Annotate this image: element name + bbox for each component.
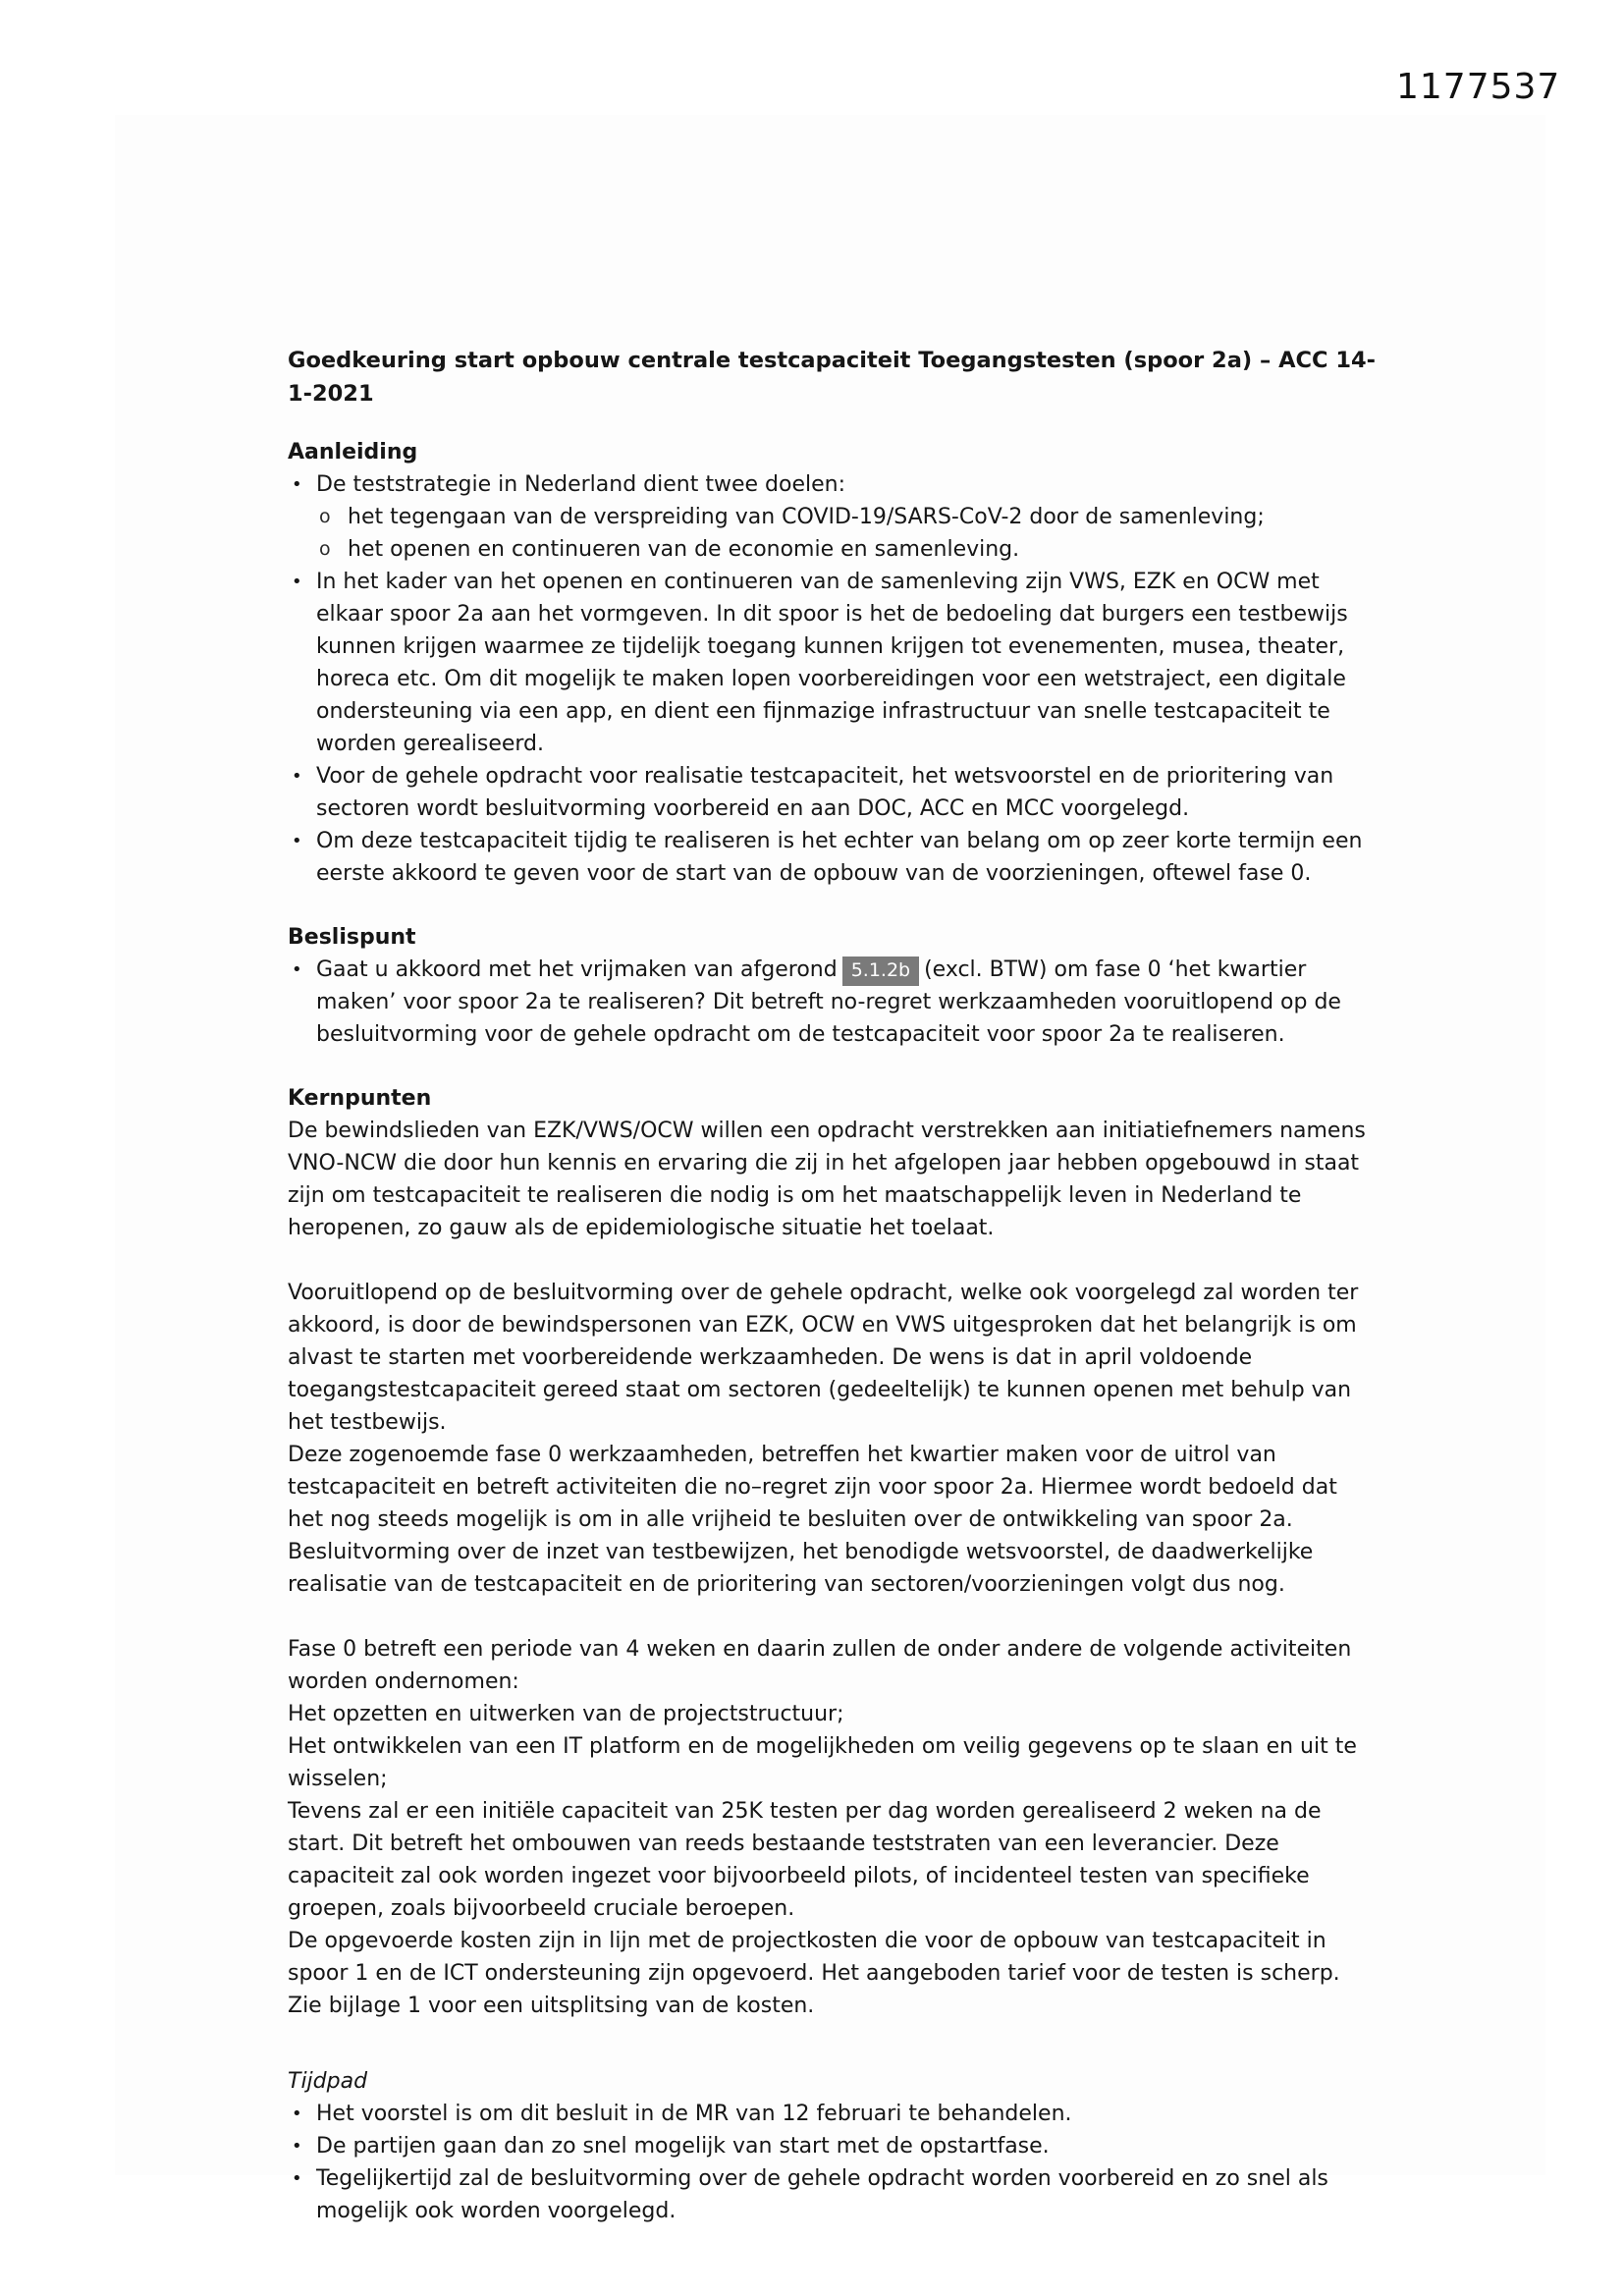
kernpunten-paragraph: Fase 0 betreft een periode van 4 weken en daarin zullen de onder andere de volgende activiteiten worden ondernomen: <box>288 1637 1352 1694</box>
bullet-item <box>288 2130 1376 2162</box>
kernpunten-paragraph: De bewindslieden van EZK/VWS/OCW willen een opdracht verstrekken aan initiatiefnemers namens VNO-NCW die door hun kennis en ervaring die zij in het afgelopen jaar hebben opgebouwd in staat zijn om testcapaciteit te realiseren die nodig is om het maatschappelijk leven in Nederland te heropenen, zo gauw als de epidemiologische situatie het toelaat. <box>288 1119 1366 1240</box>
bullet-item <box>288 954 1376 1051</box>
bullet-text: Het voorstel is om dit besluit in de MR van 12 februari te behandelen. <box>316 2102 1072 2126</box>
bullet-icon: • <box>292 2104 302 2124</box>
sub-bullet-text: het tegengaan van de verspreiding van COVID-19/SARS-CoV-2 door de samenleving; <box>348 505 1265 529</box>
section-heading-tijdpad: Tijdpad <box>288 2069 368 2094</box>
section-aanleiding <box>288 436 1376 890</box>
bullet-text: Voor de gehele opdracht voor realisatie testcapaciteit, het wetsvoorstel en de prioritering van sectoren wordt besluitvorming voorbereid en aan DOC, ACC en MCC voorgelegd. <box>316 764 1334 821</box>
bullet-text: Tegelijkertijd zal de besluitvorming over de gehele opdracht worden voorbereid en zo snel als mogelijk ook worden voorgelegd. <box>316 2166 1328 2223</box>
sub-bullet-list <box>288 501 1376 566</box>
bullet-text: In het kader van het openen en continueren van de samenleving zijn VWS, EZK en OCW met elkaar spoor 2a aan het vormgeven. In dit spoor is het de bedoeling dat burgers een testbewijs kunnen krijgen waarmee ze tijdelijk toegang kunnen krijgen tot evenementen, musea, theater, horeca etc. Om dit mogelijk te maken lopen voorbereidingen voor een wetstraject, een digitale ondersteuning via een app, en dient een fijnmazige infrastructuur van snelle testcapaciteit te worden gerealiseerd. <box>316 570 1348 756</box>
section-beslispunt <box>288 921 1376 1051</box>
kernpunten-paragraph: Vooruitlopend op de besluitvorming over de gehele opdracht, welke ook voorgelegd zal worden ter akkoord, is door de bewindspersonen van EZK, OCW en VWS uitgesproken dat het belangrijk is om alvast te starten met voorbereidende werkzaamheden. De wens is dat in april voldoende toegangstestcapaciteit gereed staat om sectoren (gedeeltelijk) te kunnen openen met behulp van het testbewijs. <box>288 1281 1359 1435</box>
section-heading-kernpunten: Kernpunten <box>288 1086 432 1111</box>
bullet-item <box>288 566 1376 760</box>
kernpunten-paragraph: Het opzetten en uitwerken van de projectstructuur; <box>288 1702 844 1726</box>
kernpunten-paragraph: De opgevoerde kosten zijn in lijn met de projectkosten die voor de opbouw van testcapaciteit in spoor 1 en de ICT ondersteuning zijn opgevoerd. Het aangeboden tarief voor de testen is scherp. <box>288 1929 1340 1986</box>
beslispunt-bullet-list <box>288 954 1376 1051</box>
tijdpad-bullet-list <box>288 2098 1376 2227</box>
bullet-item <box>288 760 1376 825</box>
section-heading-aanleiding: Aanleiding <box>288 440 418 465</box>
sub-bullet-item <box>317 501 1376 533</box>
kernpunten-paragraph: Tevens zal er een initiële capaciteit van 25K testen per dag worden gerealiseerd 2 weken na de start. Dit betreft het ombouwen van reeds bestaande teststraten van een leverancier. Deze capaciteit zal ook worden ingezet voor bijvoorbeeld pilots, of incidenteel testen van specifieke groepen, zoals bijvoorbeeld cruciale beroepen. <box>288 1799 1322 1921</box>
document-content <box>288 344 1376 2227</box>
circle-bullet-icon: o <box>319 538 331 560</box>
bullet-icon: • <box>292 474 302 495</box>
section-tijdpad <box>288 2065 1376 2227</box>
sub-bullet-text: het openen en continueren van de economie en samenleving. <box>348 537 1020 562</box>
kernpunten-paragraph: Zie bijlage 1 voor een uitsplitsing van de kosten. <box>288 1994 815 2018</box>
bullet-text-with-redaction <box>316 954 1376 1051</box>
bullet-item <box>288 2162 1376 2227</box>
kernpunten-paragraph: Het ontwikkelen van een IT platform en de mogelijkheden om veilig gegevens op te slaan en uit te wisselen; <box>288 1734 1357 1791</box>
bullet-icon: • <box>292 766 302 787</box>
bullet-item <box>288 825 1376 890</box>
bullet-item <box>288 2098 1376 2130</box>
aanleiding-bullet-list <box>288 468 1376 890</box>
beslispunt-text-before: Gaat u akkoord met het vrijmaken van afgerond <box>316 957 838 982</box>
document-id-number: 1177537 <box>1396 67 1561 107</box>
section-kernpunten <box>288 1082 1376 2022</box>
beslispunt-text-after: (excl. BTW) om fase 0 ‘het kwartier maken’ voor spoor 2a te realiseren? Dit betreft no-regret werkzaamheden vooruitlopend op de besluitvorming voor de gehele opdracht om de testcapaciteit voor spoor 2a te realiseren. <box>316 957 1341 1047</box>
bullet-icon: • <box>292 2136 302 2157</box>
document-title: Goedkeuring start opbouw centrale testcapaciteit Toegangstesten (spoor 2a) – ACC 14-1-2021 <box>288 348 1377 407</box>
redaction-box: 5.1.2b <box>842 957 919 986</box>
bullet-icon: • <box>292 2168 302 2189</box>
sub-bullet-item <box>317 533 1376 566</box>
bullet-item <box>288 468 1376 501</box>
circle-bullet-icon: o <box>319 506 331 527</box>
bullet-icon: • <box>292 572 302 592</box>
bullet-icon: • <box>292 831 302 851</box>
kernpunten-paragraph: Deze zogenoemde fase 0 werkzaamheden, betreffen het kwartier maken voor de uitrol van testcapaciteit en betreft activiteiten die no–regret zijn voor spoor 2a. Hiermee wordt bedoeld dat het nog steeds mogelijk is om in alle vrijheid te besluiten over de ontwikkeling van spoor 2a. Besluitvorming over de inzet van testbewijzen, het benodigde wetsvoorstel, de daadwerkelijke realisatie van de testcapaciteit en de prioritering van sectoren/voorzieningen volgt dus nog. <box>288 1443 1337 1597</box>
bullet-text: Om deze testcapaciteit tijdig te realiseren is het echter van belang om op zeer korte termijn een eerste akkoord te geven voor de start van de opbouw van de voorzieningen, oftewel fase 0. <box>316 829 1363 886</box>
bullet-text: De teststrategie in Nederland dient twee doelen: <box>316 472 845 497</box>
bullet-icon: • <box>292 959 302 980</box>
bullet-text: De partijen gaan dan zo snel mogelijk van start met de opstartfase. <box>316 2134 1050 2159</box>
section-heading-beslispunt: Beslispunt <box>288 925 416 950</box>
